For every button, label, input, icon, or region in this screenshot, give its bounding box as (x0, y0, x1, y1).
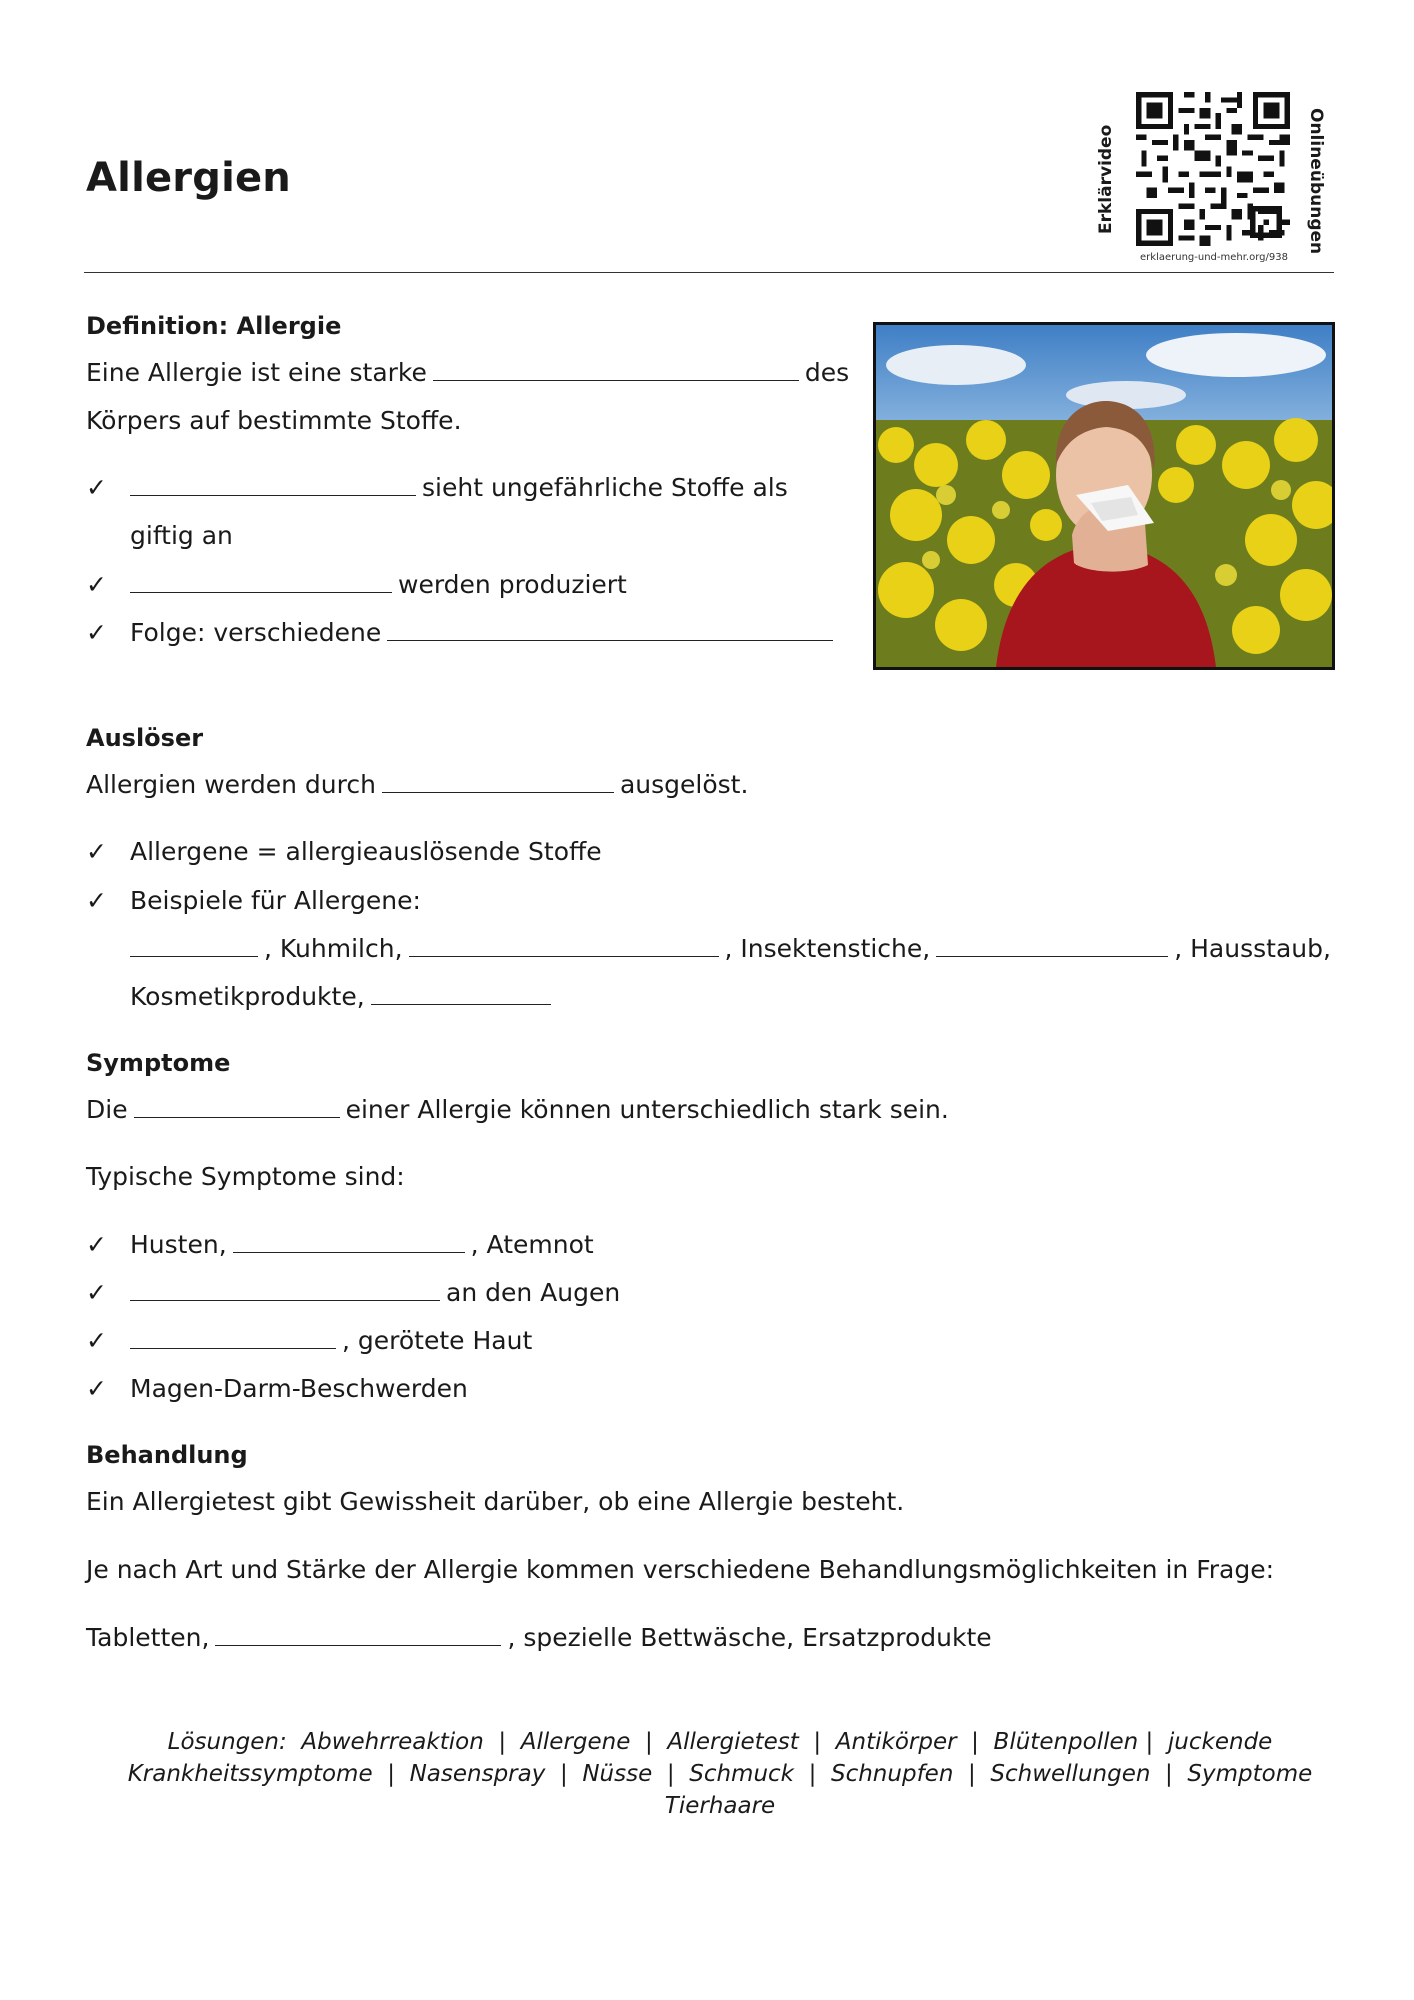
list-item: ✓ an den Augen (86, 1278, 621, 1307)
qr-label-exercises: Onlineübungen (1306, 108, 1326, 255)
solutions-line1: Lösungen: Abwehrreaktion | Allergene | Allergietest | Antikörper | Blütenpollen | juckende (167, 1729, 1273, 1755)
check-icon: ✓ (86, 618, 107, 647)
blank-field[interactable] (409, 955, 719, 957)
qr-label-video: Erklärvideo (1096, 124, 1116, 234)
list-item: ✓ Magen-Darm-Beschwerden (86, 1374, 468, 1403)
list-item: ✓ sieht ungefährliche Stoffe als (86, 473, 788, 502)
blank-field[interactable] (387, 639, 833, 641)
check-icon: ✓ (86, 570, 107, 599)
blank-field[interactable] (382, 791, 614, 793)
check-icon: ✓ (86, 1278, 107, 1307)
check-icon: ✓ (86, 886, 107, 915)
check-icon: ✓ (86, 1326, 107, 1355)
ausloeser-heading: Auslöser (86, 724, 204, 752)
list-item: ✓ Allergene = allergieauslösende Stoffe (86, 837, 602, 866)
blank-field[interactable] (130, 955, 258, 957)
check-icon: ✓ (86, 837, 107, 866)
symptome-intro: Typische Symptome sind: (86, 1162, 405, 1191)
definition-line1: Eine Allergie ist eine starke des (86, 358, 850, 387)
qr-url[interactable]: erklaerung-und-mehr.org/938 (1140, 252, 1288, 263)
blank-field[interactable] (130, 494, 416, 496)
check-icon: ✓ (86, 1230, 107, 1259)
list-item-continuation: giftig an (130, 521, 233, 550)
definition-heading: Definition: Allergie (86, 312, 342, 340)
list-item: ✓ Husten, , Atemnot (86, 1230, 594, 1259)
header-divider (84, 272, 1334, 273)
solutions-line3: Tierhaare (664, 1793, 776, 1819)
blank-field[interactable] (215, 1644, 501, 1646)
solutions-line2: Krankheitssymptome | Nasenspray | Nüsse | Schmuck | Schnupfen | Schwellungen | Symptome (127, 1761, 1313, 1787)
blank-field[interactable] (233, 1251, 465, 1253)
symptome-heading: Symptome (86, 1049, 231, 1077)
symptome-line: Die einer Allergie können unterschiedlich stark sein. (86, 1095, 949, 1124)
page-title: Allergien (86, 155, 291, 201)
behandlung-heading: Behandlung (86, 1441, 248, 1469)
blank-field[interactable] (130, 591, 392, 593)
list-item: ✓ Beispiele für Allergene: (86, 886, 421, 915)
qr-code-icon[interactable] (1136, 92, 1290, 246)
behandlung-line2: Je nach Art und Stärke der Allergie kommen verschiedene Behandlungsmöglichkeiten in Frage: (86, 1555, 1275, 1584)
solutions-box (120, 1726, 1320, 1822)
list-item: ✓ , gerötete Haut (86, 1326, 533, 1355)
allergen-examples-line2: Kosmetikprodukte, (130, 982, 557, 1011)
blank-field[interactable] (134, 1116, 340, 1118)
blank-field[interactable] (130, 1299, 440, 1301)
blank-field[interactable] (130, 1347, 336, 1349)
blank-field[interactable] (936, 955, 1168, 957)
check-icon: ✓ (86, 473, 107, 502)
list-item: ✓ werden produziert (86, 570, 627, 599)
blank-field[interactable] (371, 1003, 551, 1005)
allergen-examples-line: , Kuhmilch, , Insektenstiche, , Hausstaub, (130, 934, 1331, 963)
ausloeser-line: Allergien werden durch ausgelöst. (86, 770, 749, 799)
check-icon: ✓ (86, 1374, 107, 1403)
definition-line2: Körpers auf bestimmte Stoffe. (86, 406, 462, 435)
behandlung-line3: Tabletten, , spezielle Bettwäsche, Ersatzprodukte (86, 1623, 992, 1652)
behandlung-line1: Ein Allergietest gibt Gewissheit darüber, ob eine Allergie besteht. (86, 1487, 905, 1516)
photo-illustration (876, 325, 1332, 667)
blank-field[interactable] (433, 379, 799, 381)
list-item: ✓ Folge: verschiedene (86, 618, 839, 647)
sneezing-woman-photo (873, 322, 1335, 670)
